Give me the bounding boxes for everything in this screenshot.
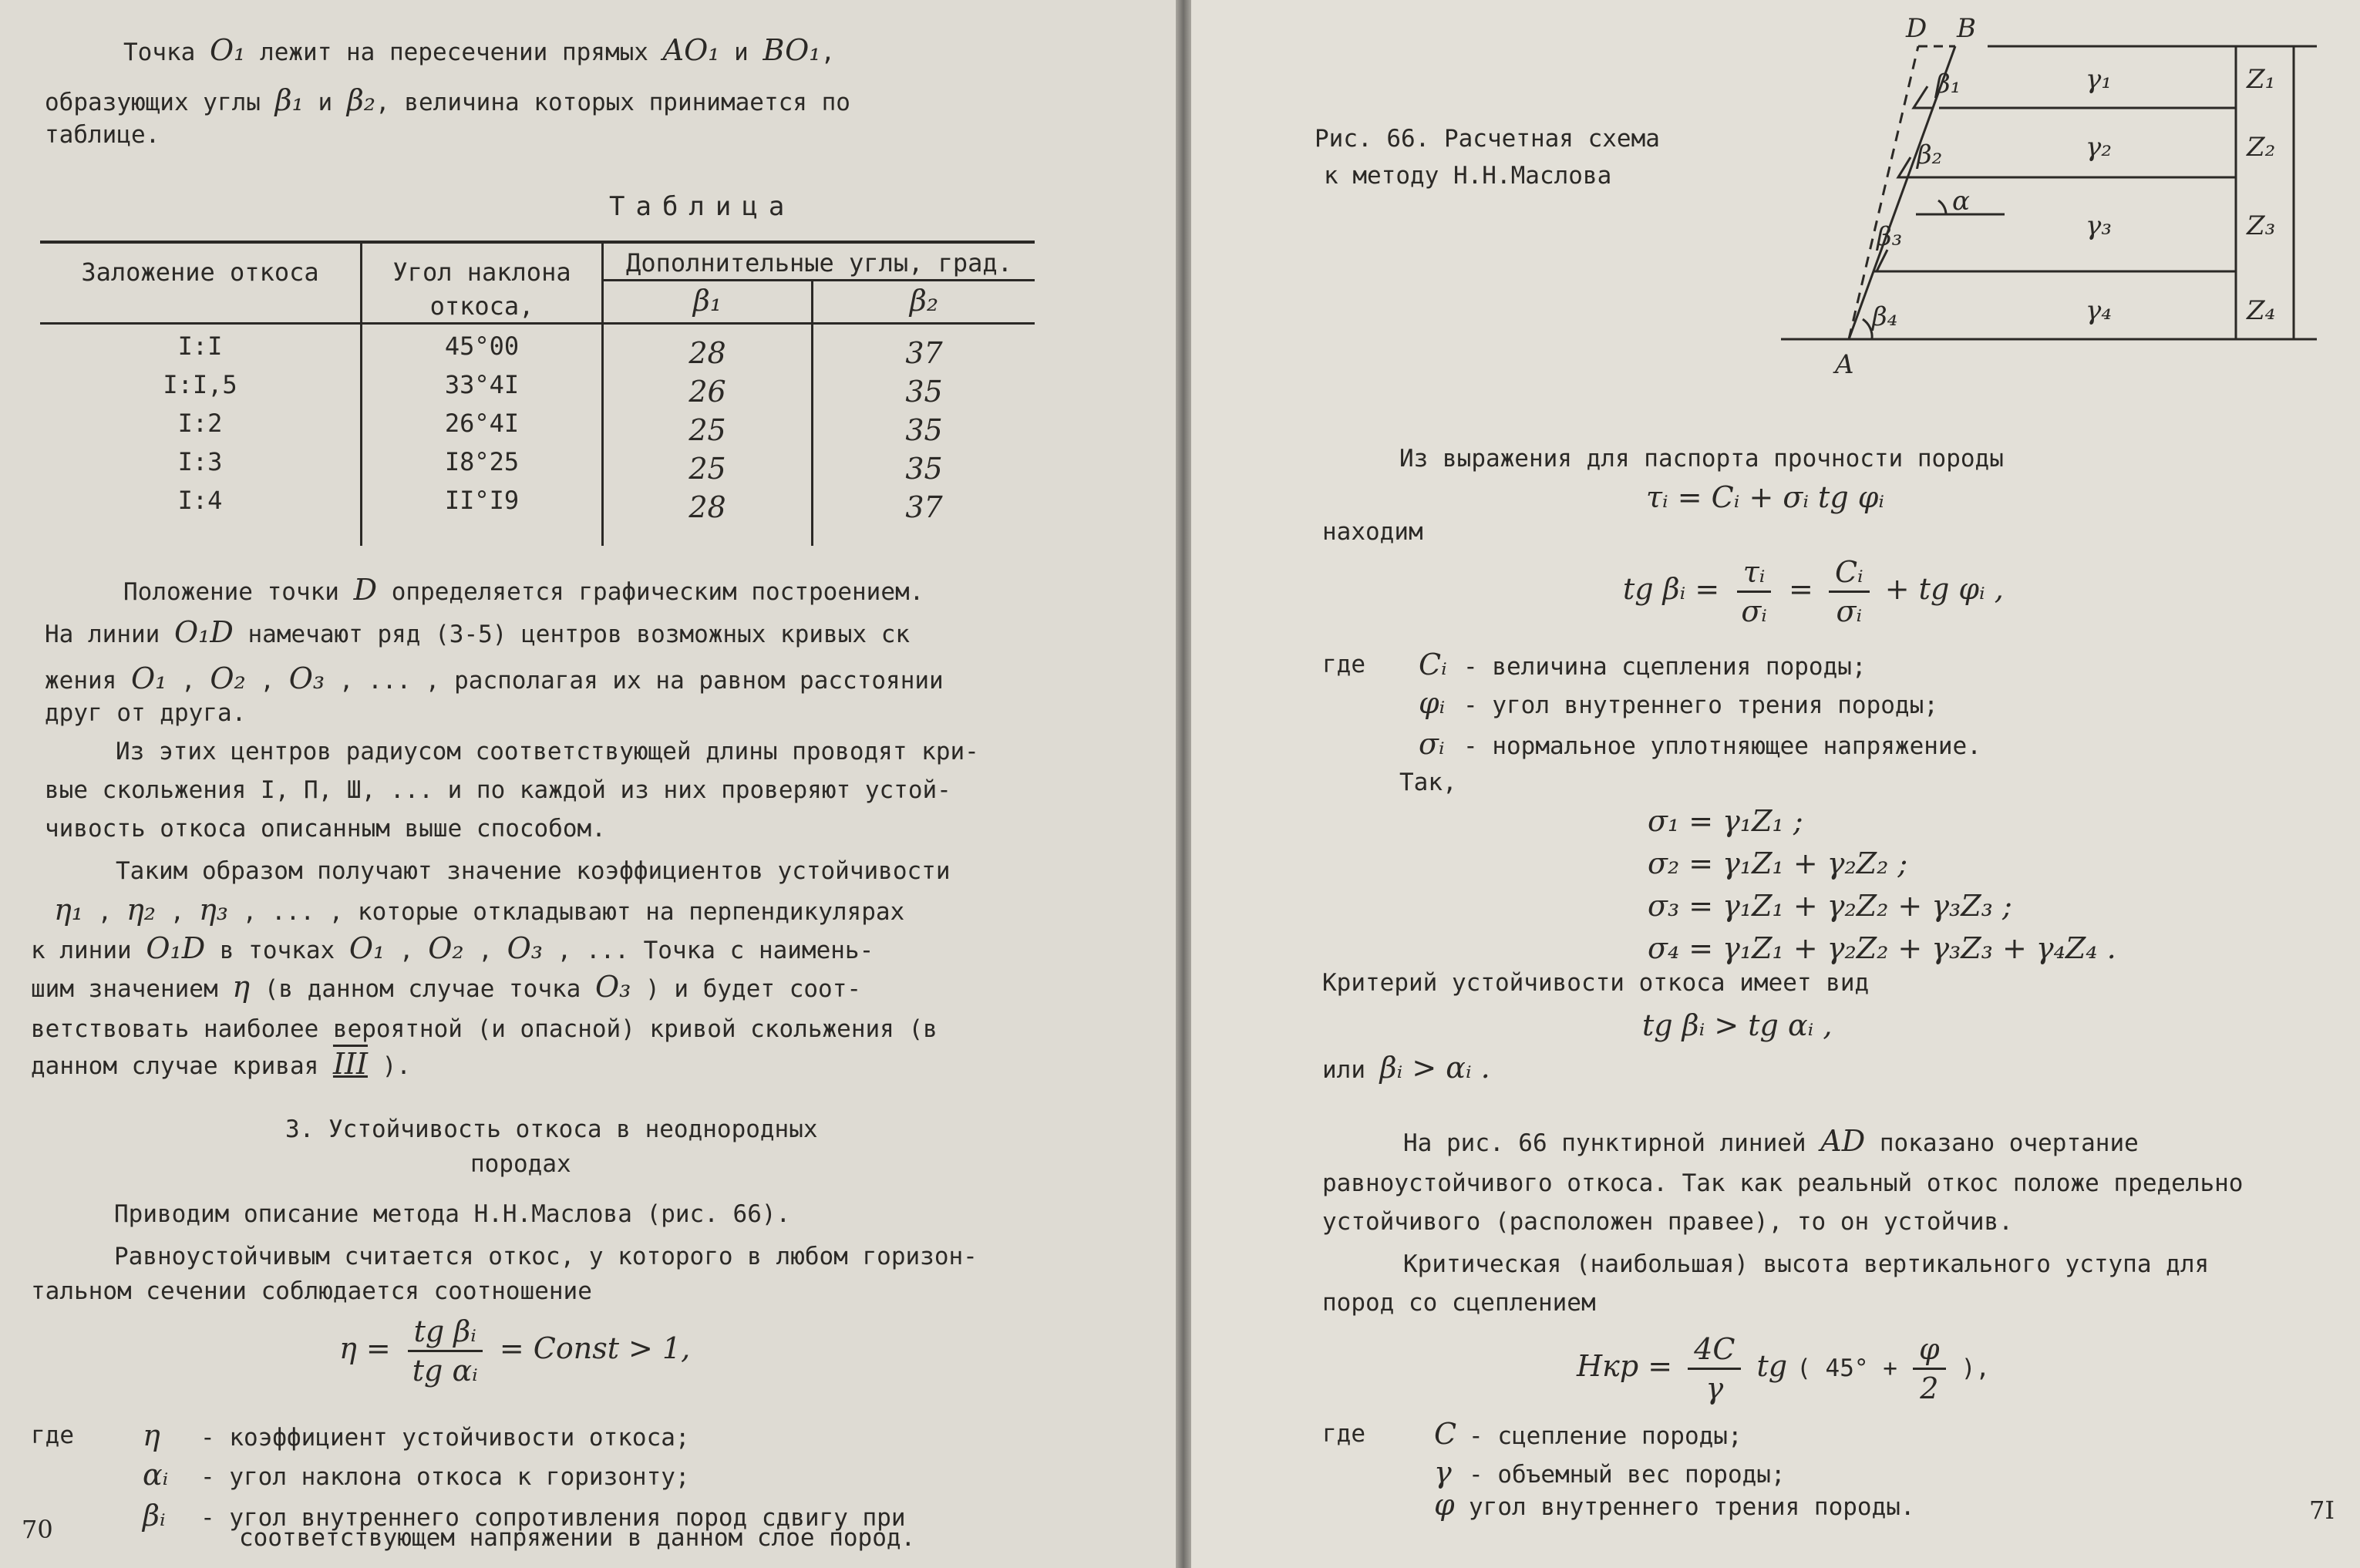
label-beta3: β₃ [1877, 221, 1903, 252]
label-gamma2: γ₂ [2086, 132, 2112, 163]
ili-label: или βᵢ > αᵢ . [1322, 1051, 1490, 1085]
label-beta1: β₁ [1935, 69, 1961, 99]
formula-passport: τᵢ = Cᵢ + σᵢ tg φᵢ [1646, 480, 1884, 514]
header-angle-1: Угол наклона [392, 257, 571, 287]
maslov-intro: Приводим описание метода Н.Н.Маслова (рис. 66). [114, 1200, 791, 1228]
equi-line-1: Равноустойчивым считается откос, у которого в любом горизон- [114, 1243, 978, 1270]
where1-label: где [1322, 651, 1365, 678]
label-beta4: β₄ [1872, 301, 1898, 332]
cell-slope: I:I,5 [163, 370, 237, 399]
sigma-equation: σ₄ = γ₁Z₁ + γ₂Z₂ + γ₃Z₃ + γ₄Z₄ . [1648, 931, 2116, 965]
where2-item: C - сцепление породы; [1434, 1417, 1742, 1451]
table-title: Таблица [609, 191, 796, 222]
where1-item: φᵢ - угол внутреннего трения породы; [1419, 686, 1938, 720]
header-beta2: β₂ [909, 284, 939, 318]
where1-item: Cᵢ - величина сцепления породы; [1419, 648, 1867, 681]
right-page [1191, 0, 2360, 1568]
cell-beta2: 35 [905, 375, 943, 409]
cell-beta2: 37 [905, 490, 943, 524]
cell-angle: I8°25 [444, 447, 520, 476]
critical-line-1: Критическая (наибольшая) высота вертикального уступа для [1403, 1250, 2210, 1278]
label-z3: Z₃ [2247, 210, 2276, 241]
point-d-line-4: друг от друга. [45, 699, 247, 727]
formula-tg-fraction-2: $\frac{\text{Cᵢ}}{\text{σᵢ}}$ [1829, 555, 1870, 628]
result-line-3: к линии O₁D в точках O₁ , O₂ , O₃ , ... Точка с наимень- [31, 931, 874, 965]
where-label: где [31, 1422, 74, 1449]
label-point-a: A [1835, 349, 1854, 379]
header-slope: Заложение откоса [81, 257, 319, 287]
formula-tg-beta: tg βᵢ = $\frac{\text{τᵢ}}{\text{σᵢ}}$ = $\frac{\text{Cᵢ}}{\text{σᵢ}}$ + tg φᵢ , [1623, 555, 2004, 628]
where-item: βᵢ - угол внутреннего сопротивления пород сдвигу при [143, 1499, 906, 1533]
table-top-rule [40, 241, 1035, 244]
intro-line-1: Точка O₁ лежит на пересечении прямых AO₁ и BO₁, [123, 33, 836, 67]
label-gamma3: γ₃ [2086, 210, 2112, 241]
slope-angle-table [40, 241, 1035, 546]
cell-beta1: 28 [688, 490, 726, 524]
sigma-equation: σ₂ = γ₁Z₁ + γ₂Z₂ ; [1648, 846, 1908, 880]
cell-beta1: 26 [688, 375, 726, 409]
centers-line-1: Из этих центров радиусом соответствующей длины проводят кри- [116, 738, 979, 765]
cell-slope: I:2 [177, 409, 223, 438]
page-number-right: 7I [2309, 1496, 2335, 1525]
centers-line-2: вые скольжения I, П, Ш, ... и по каждой из них проверяют устой- [45, 776, 951, 804]
result-line-1: Таким образом получают значение коэффициентов устойчивости [116, 857, 951, 885]
point-d-line-1: Положение точки D определяется графическим построением. [123, 573, 924, 607]
result-line-2: η₁ , η₂ , η₃ , ... , которые откладывают на перпендикулярах [54, 893, 905, 927]
sigma-equation: σ₃ = γ₁Z₁ + γ₂Z₂ + γ₃Z₃ ; [1648, 889, 2012, 923]
label-beta2: β₂ [1917, 140, 1943, 170]
centers-line-3: чивость откоса описанным выше способом. [45, 815, 606, 843]
result-line-4: шим значением η (в данном случае точка O₃ ) и будет соот- [31, 970, 862, 1004]
label-z2: Z₂ [2247, 132, 2276, 163]
fig-note-line-2: равноустойчивого откоса. Так как реальный откос положе предельно [1322, 1169, 2244, 1197]
section-heading-line-1: 3. Устойчивость откоса в неоднородных [285, 1115, 818, 1143]
alpha-arc [1938, 200, 1946, 214]
page-number-left: 70 [22, 1515, 53, 1544]
beta4-arc [1863, 319, 1872, 339]
angle-triangle-1 [1914, 86, 1932, 108]
result-line-5: ветствовать наиболее вероятной (и опасной) кривой скольжения (в [31, 1015, 938, 1043]
label-gamma4: γ₄ [2086, 295, 2112, 326]
where-item: αᵢ - угол наклона откоса к горизонту; [143, 1458, 690, 1492]
result-line-6: данном случае кривая III ). [31, 1047, 411, 1081]
equal-stability-line [1849, 46, 1918, 339]
section-heading-line-2: породах [470, 1150, 571, 1178]
where-continuation: соответствующем напряжении в данном слое пород. [239, 1524, 916, 1552]
formula-tg-fraction-1: $\frac{\text{τᵢ}}{\text{σᵢ}}$ [1735, 555, 1773, 628]
cell-beta2: 37 [905, 336, 943, 370]
tak-label: Так, [1399, 769, 1457, 796]
cell-angle: II°I9 [444, 486, 520, 515]
intro-line-2: образующих углы β₁ и β₂, величина которых принимается по [45, 83, 850, 117]
cell-angle: 33°4I [444, 370, 520, 399]
cell-angle: 26°4I [444, 409, 520, 438]
label-gamma1: γ₁ [2086, 64, 2112, 95]
figure-caption-line-1: Рис. 66. Расчетная схема [1315, 125, 1660, 153]
figure-caption-line-2: к методу Н.Н.Маслова [1324, 162, 1612, 190]
header-angle-2: откоса, [429, 291, 534, 321]
formula-criterion: tg βᵢ > tg αᵢ , [1642, 1008, 1833, 1042]
passport-intro: Из выражения для паспорта прочности породы [1399, 445, 2004, 473]
table-header-rule [40, 322, 1035, 325]
point-d-line-2: На линии O₁D намечают ряд (3-5) центров возможных кривых ск [45, 615, 911, 649]
fig-note-line-3: устойчивого (расположен правее), то он устойчив. [1322, 1208, 2013, 1236]
intro-line-3: таблице. [45, 121, 160, 149]
cell-beta1: 25 [688, 452, 726, 486]
cell-beta2: 35 [905, 452, 943, 486]
book-spine [1176, 0, 1191, 1568]
cell-angle: 45°00 [444, 331, 520, 361]
left-page [0, 0, 1176, 1568]
critical-line-2: пород со сцеплением [1322, 1289, 1596, 1317]
where-item: η - коэффициент устойчивости откоса; [143, 1418, 690, 1452]
label-point-b: B [1957, 17, 1976, 44]
equi-line-2: тальном сечении соблюдается соотношение [31, 1277, 592, 1305]
formula-h-fraction-1: $\frac{4C}{\gamma}$ [1688, 1332, 1741, 1405]
formula-eta: η = $\frac{\text{tg βᵢ}}{\text{tg αᵢ}}$ = Const > 1, [339, 1314, 691, 1388]
header-group: Дополнительные углы, град. [626, 248, 1012, 278]
where2-item: φ угол внутреннего трения породы. [1434, 1488, 1915, 1522]
cell-slope: I:4 [177, 486, 223, 515]
maslov-scheme-figure [1781, 17, 2336, 379]
sigma-equation: σ₁ = γ₁Z₁ ; [1648, 804, 1803, 838]
label-z1: Z₁ [2247, 64, 2276, 95]
criterion-intro: Критерий устойчивости откоса имеет вид [1322, 969, 1870, 997]
cell-slope: I:I [177, 331, 223, 361]
where1-item: σᵢ - нормальное уплотняющее напряжение. [1419, 727, 1981, 761]
cell-beta1: 28 [688, 336, 726, 370]
label-z4: Z₄ [2247, 295, 2276, 326]
formula-h-fraction-2: $\frac{\varphi}{2}$ [1913, 1332, 1946, 1405]
formula-h-critical: Hкр = $\frac{4C}{\gamma}$ tg ( 45° + $\frac{\varphi}{2}$ ), [1577, 1332, 1991, 1405]
where2-item: γ - объемный вес породы; [1434, 1455, 1786, 1489]
header-beta1: β₁ [692, 284, 722, 318]
fig-note-line-1: На рис. 66 пунктирной линией AD показано очертание [1403, 1124, 2139, 1158]
cell-slope: I:3 [177, 447, 223, 476]
point-d-line-3: жения O₁ , O₂ , O₃ , ... , располагая их на равном расстоянии [45, 661, 944, 695]
label-alpha: α [1952, 186, 1970, 217]
cell-beta1: 25 [688, 413, 726, 447]
cell-beta2: 35 [905, 413, 943, 447]
formula-criterion-2: βᵢ > αᵢ . [1379, 1051, 1490, 1085]
label-point-d: D [1906, 17, 1927, 44]
table-group-rule [601, 279, 1035, 281]
where2-label: где [1322, 1420, 1365, 1448]
formula-eta-fraction: $\frac{\text{tg βᵢ}}{\text{tg αᵢ}}$ [406, 1314, 484, 1388]
find-label: находим [1322, 518, 1423, 546]
